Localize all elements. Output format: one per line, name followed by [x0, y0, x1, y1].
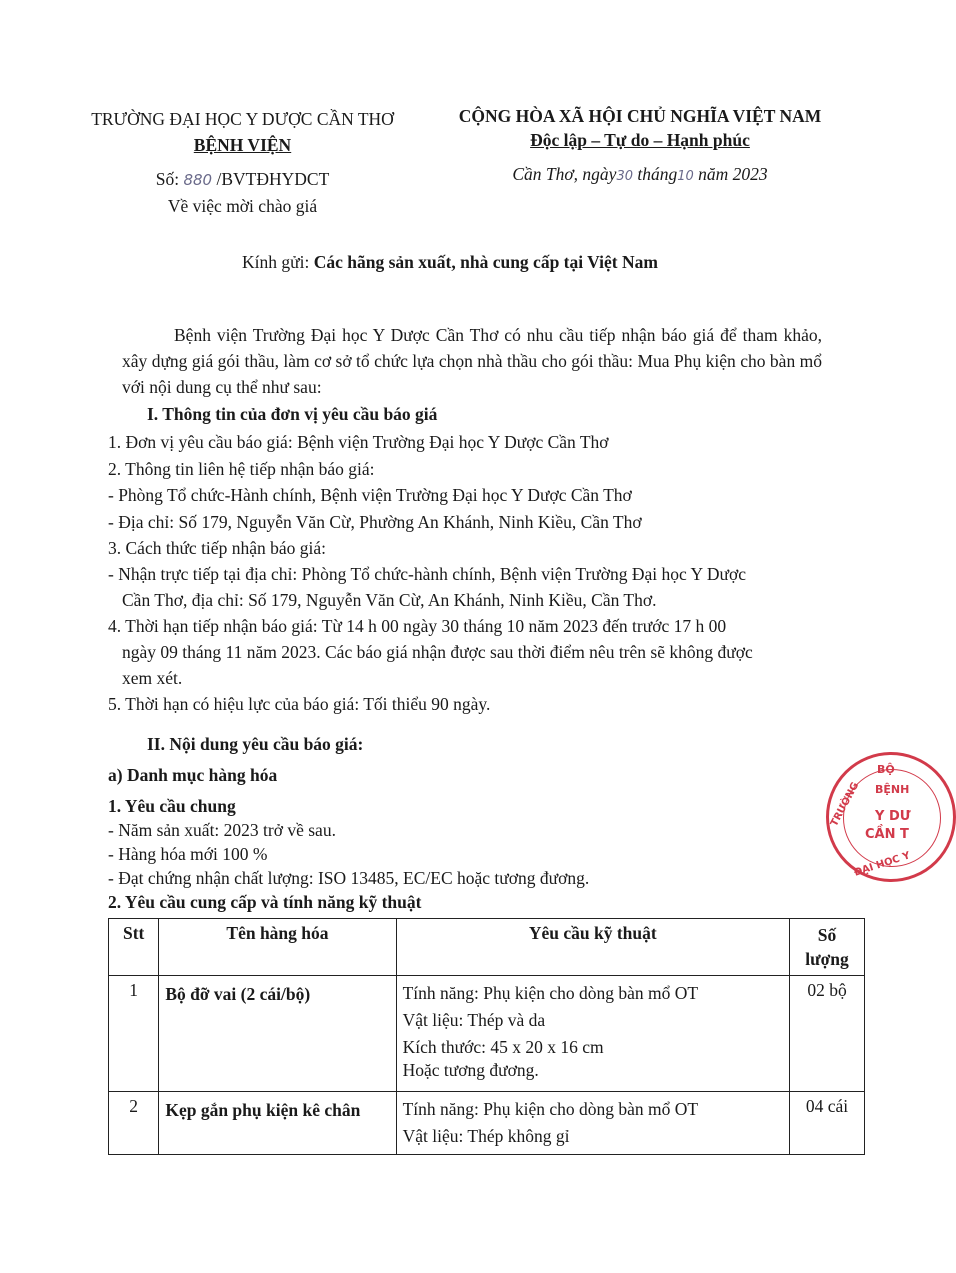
date-month-label: tháng: [637, 164, 678, 184]
col-header-spec: Yêu cầu kỹ thuật: [396, 919, 789, 976]
seal-text: TRƯỜNG: [828, 780, 862, 829]
section-2-title: II. Nội dung yêu cầu báo giá:: [147, 734, 364, 754]
technical-requirements-title: 2. Yêu cầu cung cấp và tính năng kỹ thuật: [108, 892, 422, 912]
spec-line: Hoặc tương đương.: [402, 1060, 539, 1080]
seal-text: BỘ: [877, 763, 895, 776]
row-stt: 1: [109, 976, 159, 1092]
general-requirement-item: - Hàng hóa mới 100 %: [108, 844, 268, 864]
table-header-row: [109, 919, 865, 976]
spec-line: Tính năng: Phụ kiện cho dòng bàn mổ OT: [402, 1099, 699, 1119]
document-subject: Về việc mời chào giá: [167, 196, 318, 216]
section-1-item: - Địa chỉ: Số 179, Nguyễn Văn Cừ, Phường An Khánh, Ninh Kiều, Cần Thơ: [108, 512, 642, 532]
section-1-item: 3. Cách thức tiếp nhận báo giá:: [108, 538, 326, 558]
intro-paragraph: Bệnh viện Trường Đại học Y Dược Cần Thơ có nhu cầu tiếp nhận báo giá để tham khảo, xây dựng giá gói thầu, làm cơ sở tổ chức lựa chọn nhà thầu cho gói thầu: Mua Phụ kiện cho bàn mổ với nội dung cụ thể như sau:: [122, 325, 822, 397]
hospital-seal: [826, 752, 956, 882]
section-1-item: 2. Thông tin liên hệ tiếp nhận báo giá:: [108, 459, 375, 479]
row-spec: [396, 976, 789, 1092]
col-header-stt: Stt: [109, 919, 159, 976]
row-qty: 02 bộ: [790, 976, 865, 1092]
general-requirements-title: 1. Yêu cầu chung: [108, 796, 236, 816]
row-item-name: Kẹp gắn phụ kiện kê chân: [159, 1092, 396, 1155]
issue-date: [440, 162, 840, 189]
doc-no-handwritten: 880: [183, 171, 213, 189]
nation-title: CỘNG HÒA XÃ HỘI CHỦ NGHĨA VIỆT NAM: [458, 106, 822, 126]
col-header-qty: Số lượng: [790, 919, 865, 976]
recipient-line: [0, 252, 900, 273]
section-1-item: ngày 09 tháng 11 năm 2023. Các báo giá nhận được sau thời điểm nêu trên sẽ không được: [122, 642, 753, 662]
seal-text: Y DƯ: [875, 809, 911, 824]
section-1-item: 5. Thời hạn có hiệu lực của báo giá: Tối thiểu 90 ngày.: [108, 694, 491, 714]
date-month-handwritten: 10: [677, 169, 694, 184]
seal-text: ĐẠI HỌC Y: [852, 850, 912, 879]
row-stt: 2: [109, 1092, 159, 1155]
spec-line: Tính năng: Phụ kiện cho dòng bàn mổ OT: [402, 983, 699, 1003]
seal-text: BỆNH: [875, 783, 910, 796]
general-requirement-item: - Năm sản xuất: 2023 trở về sau.: [108, 820, 336, 840]
goods-table: [108, 918, 865, 1155]
hospital-name: BỆNH VIỆN: [193, 135, 292, 155]
section-1-item: xem xét.: [122, 668, 183, 688]
doc-no-suffix: /BVTĐHYDCT: [216, 169, 330, 189]
section-1-item: - Phòng Tổ chức-Hành chính, Bệnh viện Trường Đại học Y Dược Cần Thơ: [108, 485, 632, 505]
section-1-item: Cần Thơ, địa chỉ: Số 179, Nguyễn Văn Cừ, An Khánh, Ninh Kiều, Cần Thơ.: [122, 590, 657, 610]
recipient-name: Các hãng sản xuất, nhà cung cấp tại Việt Nam: [313, 252, 658, 272]
date-day-handwritten: 30: [616, 169, 633, 184]
general-requirement-item: - Đạt chứng nhận chất lượng: ISO 13485, EC/EC hoặc tương đương.: [108, 868, 590, 888]
subsection-a-title: a) Danh mục hàng hóa: [108, 765, 278, 785]
date-year: năm 2023: [698, 164, 768, 184]
nation-header: [440, 104, 840, 189]
section-1-item: - Nhận trực tiếp tại địa chỉ: Phòng Tổ chức-hành chính, Bệnh viện Trường Đại học Y Dược: [108, 564, 747, 584]
section-1-title: I. Thông tin của đơn vị yêu cầu báo giá: [147, 404, 438, 424]
university-name: TRƯỜNG ĐẠI HỌC Y DƯỢC CẦN THƠ: [91, 109, 394, 129]
row-spec: [396, 1092, 789, 1155]
document-number: [70, 166, 415, 193]
spec-line: Kích thước: 45 x 20 x 16 cm: [402, 1037, 604, 1057]
spec-line: Vật liệu: Thép và da: [402, 1010, 546, 1030]
table-row: [109, 976, 865, 1092]
table-row: [109, 1092, 865, 1155]
row-qty: 04 cái: [790, 1092, 865, 1155]
recipient-prefix: Kính gửi:: [242, 252, 310, 272]
section-1-item: 1. Đơn vị yêu cầu báo giá: Bệnh viện Trường Đại học Y Dược Cần Thơ: [108, 432, 609, 452]
seal-text: CẦN T: [865, 827, 909, 842]
spec-line: Vật liệu: Thép không gỉ: [402, 1126, 570, 1146]
doc-no-prefix: Số:: [155, 169, 180, 189]
section-1-item: 4. Thời hạn tiếp nhận báo giá: Từ 14 h 00 ngày 30 tháng 10 năm 2023 đến trước 17 h 00: [108, 616, 727, 636]
date-place: Cần Thơ, ngày: [512, 164, 617, 184]
nation-motto: Độc lập – Tự do – Hạnh phúc: [530, 130, 750, 150]
row-item-name: Bộ đỡ vai (2 cái/bộ): [159, 976, 396, 1092]
col-header-name: Tên hàng hóa: [159, 919, 396, 976]
issuer-header: [70, 106, 415, 219]
